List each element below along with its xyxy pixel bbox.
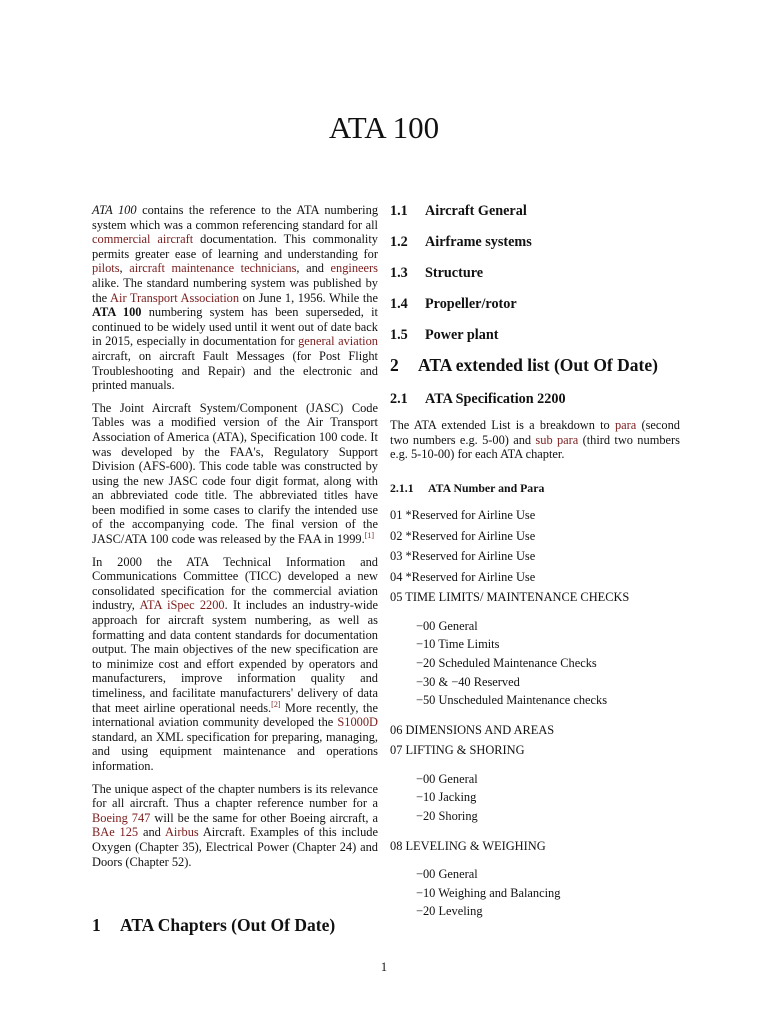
- subsection-heading-1-4: [390, 296, 680, 313]
- text: In 2000 the ATA Technical Information and Communications Committee (TICC) developed a new consolidated specification for the commercial aviation industry,: [92, 554, 378, 613]
- section-number: 1.2: [390, 234, 408, 250]
- text: (third two numbers e.g. 5-10-00) for each ATA chapter.: [390, 432, 680, 462]
- sub-list-item: −20 Scheduled Maintenance Checks: [416, 656, 597, 671]
- chapter-relevance-paragraph: [92, 782, 378, 870]
- sub-list-item: −00 General: [416, 771, 478, 786]
- link-bae-125[interactable]: BAe 125: [92, 825, 139, 840]
- subsection-heading-1-2: [390, 234, 680, 251]
- link-aircraft-maintenance-technicians[interactable]: aircraft maintenance technicians: [129, 261, 297, 276]
- section-number: 1.5: [390, 327, 408, 343]
- link-pilots[interactable]: pilots: [92, 261, 120, 276]
- section-number: 2: [390, 355, 399, 375]
- sub-list-item: −00 General: [416, 618, 478, 633]
- text: and: [138, 825, 165, 840]
- text: , and: [296, 261, 331, 276]
- text: contains the reference to the ATA numbering system which was a common referencing standard for all: [92, 203, 379, 232]
- right-column: [390, 203, 680, 921]
- subsection-heading-1-3: [390, 265, 680, 282]
- jasc-paragraph: [92, 401, 378, 547]
- link-airbus[interactable]: Airbus: [164, 825, 199, 840]
- term-ata100-bold: ATA 100: [92, 305, 142, 320]
- section-number: 1.4: [390, 296, 408, 312]
- ata-chapter-list: [390, 505, 680, 921]
- text: ,: [119, 261, 130, 276]
- sub-list: [390, 865, 680, 921]
- page-number: 1: [380, 960, 388, 974]
- subsection-heading-2-1: [390, 391, 680, 408]
- list-item: 03 *Reserved for Airline Use: [390, 549, 536, 564]
- link-boeing-747[interactable]: Boeing 747: [92, 810, 151, 825]
- ticc-paragraph: [92, 555, 378, 774]
- section-title: ATA Number and Para: [428, 480, 545, 495]
- sub-list-item: −10 Jacking: [416, 790, 477, 805]
- sub-list-item: −10 Weighing and Balancing: [416, 885, 561, 900]
- text: will be the same for other Boeing aircraft, a: [150, 810, 378, 825]
- section-number: 1.3: [390, 265, 408, 281]
- sub-list-item: −00 General: [416, 867, 478, 882]
- link-ata-ispec-2200[interactable]: ATA iSpec 2200: [139, 598, 225, 613]
- sub-list: [390, 770, 680, 826]
- sub-list: [390, 617, 680, 710]
- sub-list-item: −10 Time Limits: [416, 637, 500, 652]
- section-title: Structure: [425, 265, 484, 281]
- section-number: 2.1: [390, 391, 408, 407]
- list-item: 08 LEVELING & WEIGHING: [390, 838, 546, 853]
- section-number: 2.1.1: [390, 480, 414, 495]
- text: on June 1, 1956. While the: [239, 290, 378, 305]
- link-air-transport-association[interactable]: Air Transport Association: [110, 290, 240, 305]
- list-item: 04 *Reserved for Airline Use: [390, 569, 536, 584]
- section-title: Power plant: [425, 327, 499, 343]
- sub-list-item: −30 & −40 Reserved: [416, 674, 520, 689]
- section-title: ATA Specification 2200: [425, 391, 566, 407]
- text: alike. The standard numbering system was published by the: [92, 275, 378, 305]
- link-sub-para[interactable]: sub para: [535, 432, 579, 447]
- section-title: ATA Chapters (Out Of Date): [120, 915, 336, 936]
- text: Aircraft. Examples of this include Oxygen (Chapter 35), Electrical Power (Chapter 24) and Doors (Chapter 52).: [92, 825, 378, 869]
- subsubsection-heading-2-1-1: [390, 481, 680, 496]
- section-title: Airframe systems: [425, 234, 532, 250]
- text: documentation. This commonality permits greater ease of learning and understanding for: [92, 232, 378, 261]
- subsection-heading-1-5: [390, 327, 680, 344]
- section-title: Propeller/rotor: [425, 296, 517, 312]
- page-title: ATA 100: [328, 110, 440, 145]
- text: standard, an XML specification for preparing, managing, and using equipment maintenance and operations information.: [92, 729, 378, 773]
- term-ata100: ATA 100: [92, 203, 137, 217]
- text: The Joint Aircraft System/Component (JASC) Code Tables was a modified version of the Air Transport Association of America (ATA), Specification 100 code. It was developed by the FAA's, Regulatory Support Division (AFS-600). This code table was constructed by using the new JASC code four digit format, along with an abbreviated code title. The abbreviated titles have been modified in some cases to clarify the intended use of the accompanying code. The final version of the JASC/ATA 100 code was released by the FAA in 1999.: [92, 400, 378, 547]
- text: The unique aspect of the chapter numbers is its relevance for all aircraft. Thus a chapter reference number for a: [92, 781, 378, 811]
- link-general-aviation[interactable]: general aviation: [298, 334, 378, 349]
- reference-link-2[interactable]: [2]: [271, 699, 281, 709]
- section-heading-1: [92, 915, 378, 936]
- list-item: 02 *Reserved for Airline Use: [390, 528, 536, 543]
- text: (second two numbers e.g. 5-00) and: [390, 418, 680, 447]
- text: aircraft, on aircraft Fault Messages (for Post Flight Troubleshooting and Repair) and the electronic and printed manuals.: [92, 348, 378, 393]
- section-number: 1.1: [390, 203, 408, 219]
- left-column: [92, 203, 379, 936]
- intro-paragraph: [92, 203, 378, 393]
- link-s1000d[interactable]: S1000D: [337, 715, 378, 730]
- link-commercial-aircraft[interactable]: commercial aircraft: [92, 232, 194, 247]
- text: The ATA extended List is a breakdown to: [390, 418, 615, 432]
- subsection-heading-1-1: [390, 203, 680, 220]
- section-number: 1: [92, 915, 101, 936]
- extended-list-paragraph: [390, 418, 680, 462]
- section-heading-2: [390, 355, 680, 376]
- sub-list-item: −20 Leveling: [416, 904, 483, 919]
- reference-link-1[interactable]: [1]: [364, 530, 375, 540]
- sub-list-item: −50 Unscheduled Maintenance checks: [416, 693, 608, 708]
- link-para[interactable]: para: [614, 418, 637, 432]
- link-engineers[interactable]: engineers: [330, 261, 378, 276]
- section-title: Aircraft General: [425, 203, 527, 219]
- section-title: ATA extended list (Out Of Date): [418, 355, 658, 375]
- text: . It includes an industry-wide approach for aircraft system numbering, as well as formatting and data content standards for documentation output. The main objectives of the new specification are to minimize cost and effort expended by operators and manufacturers, improve information quality and timeliness, and facilitate manufacturers' delivery of data that meet airline operational needs.: [92, 598, 378, 715]
- list-item: 06 DIMENSIONS AND AREAS: [390, 722, 555, 737]
- list-item: 01 *Reserved for Airline Use: [390, 508, 536, 523]
- list-item: 07 LIFTING & SHORING: [390, 743, 525, 758]
- text: numbering system has been superseded, it continued to be widely used until it went out of date back in 2015, especially in documentation for: [92, 305, 378, 349]
- list-item: 05 TIME LIMITS/ MAINTENANCE CHECKS: [390, 590, 630, 605]
- sub-list-item: −20 Shoring: [416, 809, 478, 824]
- text: More recently, the international aviation community developed the: [92, 700, 378, 730]
